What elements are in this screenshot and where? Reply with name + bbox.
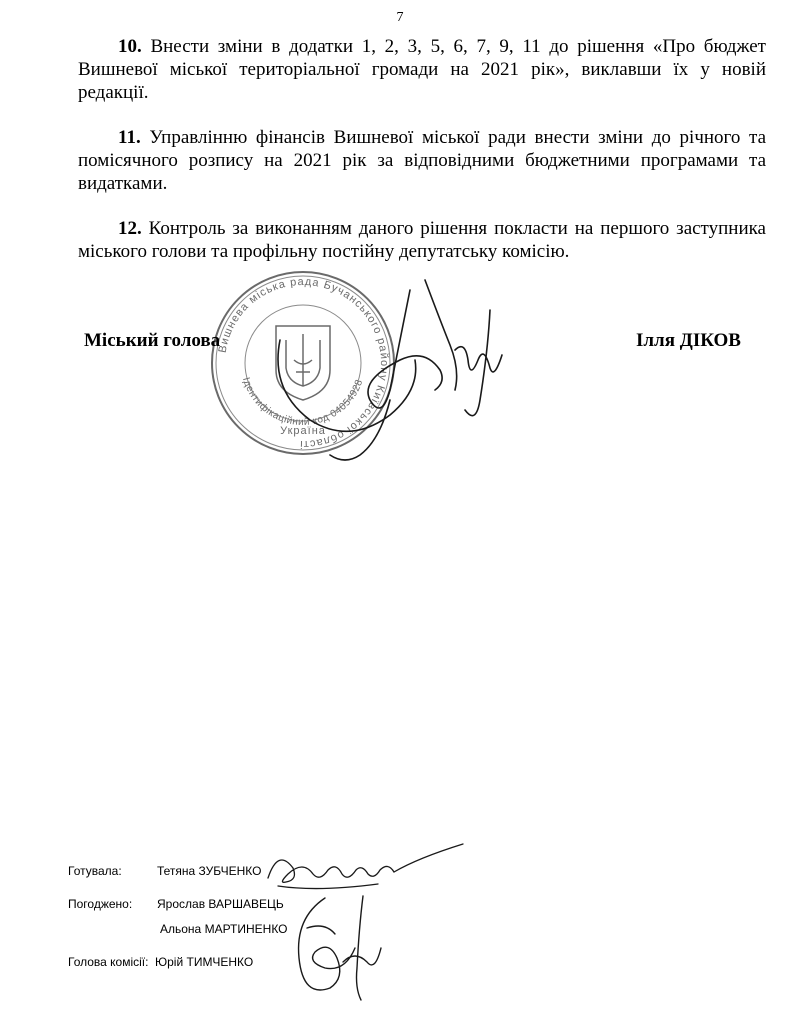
commission-name: Юрій ТИМЧЕНКО xyxy=(155,955,254,969)
seal-bottom-text: Україна xyxy=(280,425,326,437)
paragraph-number: 10. xyxy=(118,36,142,57)
mayor-signature xyxy=(250,250,530,480)
signature-name: Ілля ДІКОВ xyxy=(636,330,741,351)
agreed-label: Погоджено: xyxy=(68,897,133,911)
commission-label: Голова комісії: xyxy=(68,955,149,969)
paragraph-text: Контроль за виконанням даного рішення покласти на першого заступника міського голови та профільну постійну депутатську комісію. xyxy=(78,218,766,262)
prepared-label: Готувала: xyxy=(68,864,122,878)
signature-title: Міський голова xyxy=(84,330,221,351)
seal-inner-text: Ідентифікаційний код 04054928 xyxy=(240,376,366,429)
paragraph-text: Внести зміни в додатки 1, 2, 3, 5, 6, 7, 9, 11 до рішення «Про бюджет Вишневої міської територіальної громади на 2021 рік», виклавши їх у новій редакції. xyxy=(78,36,766,103)
page-number: 7 xyxy=(396,10,404,25)
paragraph-10 xyxy=(78,35,766,104)
paragraph-number: 12. xyxy=(118,218,142,239)
agreed-signature xyxy=(285,888,395,1013)
paragraph-11 xyxy=(78,126,766,195)
agreed-name-1: Ярослав ВАРШАВЕЦЬ xyxy=(157,897,284,911)
prepared-name: Тетяна ЗУБЧЕНКО xyxy=(157,864,262,878)
paragraph-text: Управлінню фінансів Вишневої міської ради внести зміни до річного та помісячного розпису на 2021 рік за відповідними бюджетними програмами та видатками. xyxy=(78,127,766,194)
agreed-name-2: Альона МАРТИНЕНКО xyxy=(160,922,288,936)
seal-outer-text: Вишнева міська рада Бучанського району Київської області xyxy=(216,275,391,451)
paragraph-number: 11. xyxy=(118,127,141,148)
